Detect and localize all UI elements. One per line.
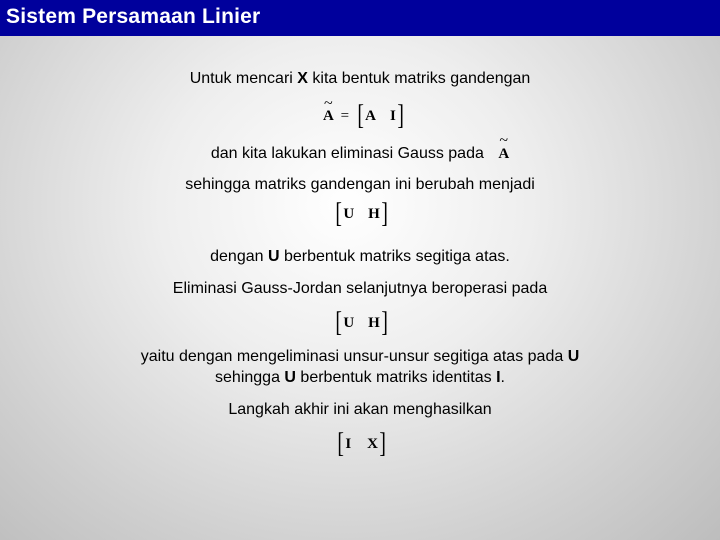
equation-uh-matrix-2: [334, 307, 389, 338]
matrix-entry-h: H: [368, 314, 380, 331]
line6-text-pre: yaitu dengan mengeliminasi unsur-unsur segitiga atas pada: [140, 348, 568, 365]
line7-bold-i: I: [496, 369, 501, 386]
text-line-1: [0, 69, 720, 89]
right-bracket: ]: [381, 307, 388, 338]
right-bracket: ]: [397, 100, 404, 131]
line4-text-pre: dengan: [210, 248, 268, 265]
a-tilde-symbol: ~ A: [323, 108, 334, 125]
equation-uh-matrix-1: [334, 198, 389, 229]
text-line-2: [0, 144, 720, 164]
matrix-entry-u: U: [343, 205, 355, 222]
line1-text-pre: Untuk mencari: [189, 70, 298, 87]
right-bracket: ]: [381, 198, 388, 229]
text-line-6: [0, 347, 720, 367]
title-bar: [0, 0, 720, 36]
matrix-entry-i: I: [345, 435, 352, 452]
line6-bold-u: U: [567, 348, 580, 365]
text-line-5: Eliminasi Gauss-Jordan selanjutnya beroperasi pada: [172, 280, 548, 297]
left-bracket: [: [337, 428, 344, 459]
matrix-entry-h: H: [368, 205, 380, 222]
line7-bold-u: U: [284, 369, 296, 386]
left-bracket: [: [357, 100, 364, 131]
equals-sign: =: [340, 107, 350, 124]
matrix-entry-a: A: [365, 107, 376, 124]
text-line-4: [0, 247, 720, 267]
line4-text-post: berbentuk matriks segitiga atas.: [279, 248, 510, 265]
line2-text: dan kita lakukan eliminasi Gauss pada: [210, 145, 484, 162]
matrix-entry-i: I: [389, 107, 396, 124]
text-line-8: Langkah akhir ini akan menghasilkan: [228, 401, 492, 418]
matrix-entry-x: X: [367, 435, 379, 452]
line2-symbol: [498, 146, 509, 162]
slide-title: Sistem Persamaan Linier: [6, 5, 261, 28]
text-line-3: sehingga matriks gandengan ini berubah menjadi: [185, 176, 535, 193]
matrix-entry-u: U: [343, 314, 355, 331]
line7-text-pre: sehingga: [215, 369, 285, 386]
text-line-7: [0, 368, 720, 388]
line1-bold-x: X: [297, 70, 308, 87]
left-bracket: [: [335, 198, 342, 229]
right-bracket: ]: [379, 428, 386, 459]
line7-text-post: .: [500, 369, 505, 386]
line4-bold-u: U: [267, 248, 280, 265]
equation-augmented-matrix: [323, 100, 405, 131]
line7-text-mid: berbentuk matriks identitas: [295, 369, 497, 386]
equation-ix-matrix: [336, 428, 387, 459]
a-tilde-symbol-inline: ~ A: [498, 144, 509, 164]
left-bracket: [: [335, 307, 342, 338]
line1-text-post: kita bentuk matriks gandengan: [307, 70, 531, 87]
